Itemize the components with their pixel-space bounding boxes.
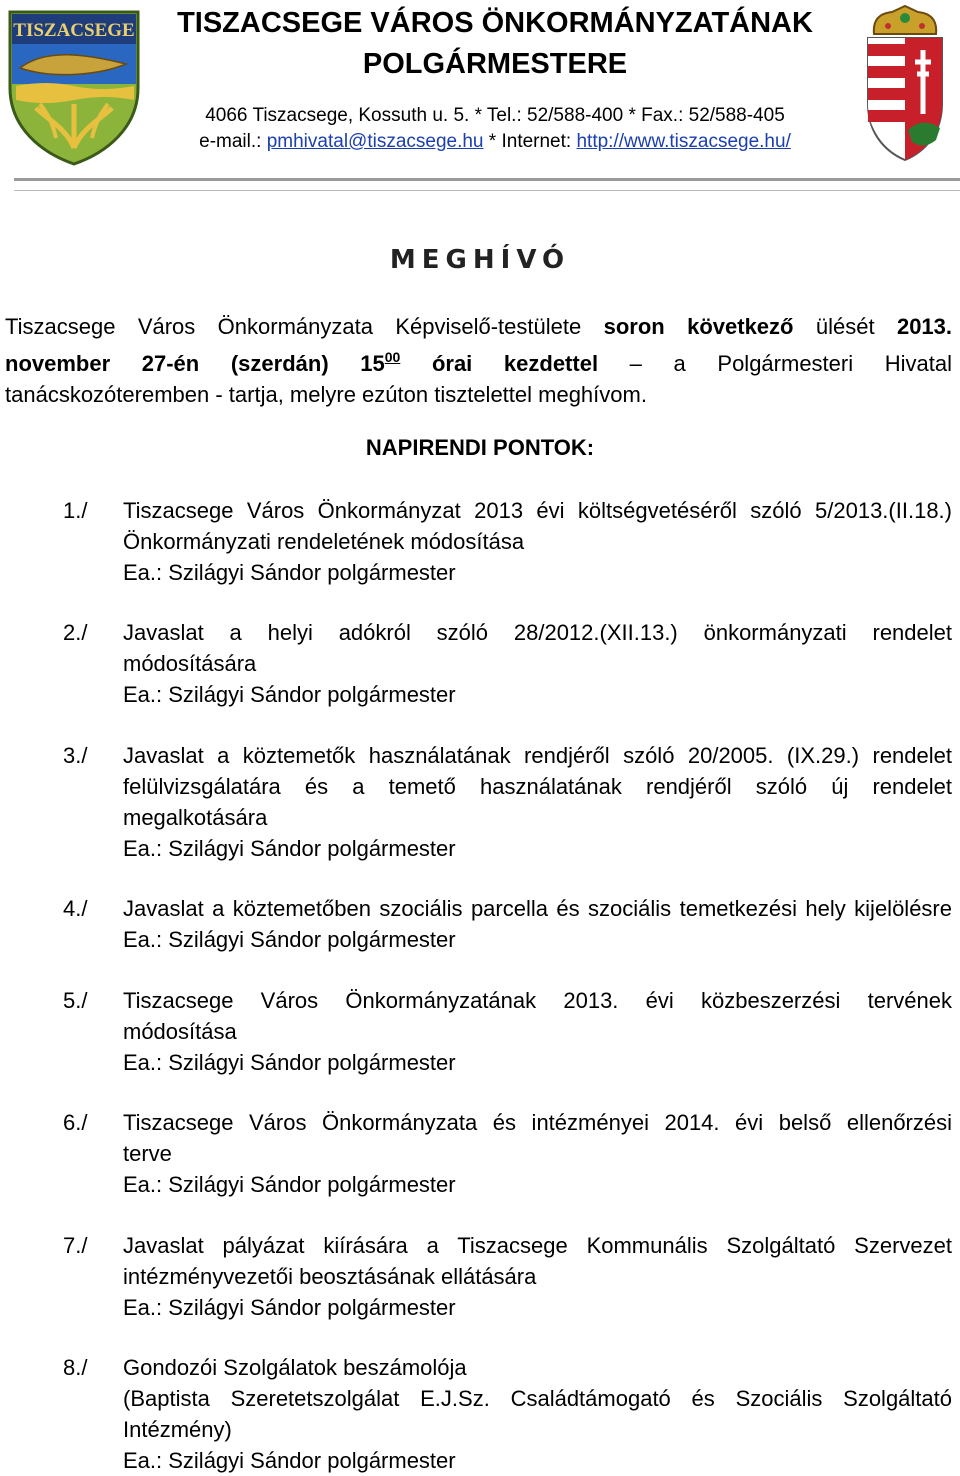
agenda-item [63,1230,952,1323]
header-address: 4066 Tiszacsege, Kossuth u. 5. * Tel.: 52/588-400 * Fax.: 52/588-405 [205,105,785,126]
intro-text: ülését [793,314,897,339]
agenda-item-line: terve [123,1141,172,1166]
website-link[interactable]: http://www.tiszacsege.hu/ [576,131,791,152]
intro-line-3: tanácskozóteremben - tartja, melyre ezúton tisztelettel meghívom. [5,382,647,407]
intro-line-1 [5,311,952,342]
agenda-item-number: 5./ [63,988,88,1013]
document-heading: MEGHÍVÓ [389,245,571,275]
crest-text: TISZACSEGE [13,20,135,41]
hungarian-coat-of-arms-logo [862,4,948,162]
agenda-item-number: 1./ [63,498,88,523]
header-divider-thin [14,190,960,191]
header-contact-line [150,129,840,155]
agenda-item-line: felülvizsgálatára és a temető használatának rendjéről szóló új rendelet [123,774,952,799]
agenda-item [63,740,952,864]
agenda-item-line: Javaslat a helyi adókról szóló 28/2012.(XII.13.) önkormányzati rendelet [123,620,952,645]
intro-time-superscript: 00 [384,349,401,365]
invitation-paragraph [5,311,952,410]
intro-bold: november 27-én (szerdán) 15 [5,351,385,376]
agenda-item [63,985,952,1078]
agenda-item-presenter: Ea.: Szilágyi Sándor polgármester [123,1448,456,1473]
intro-text: – a Polgármesteri Hivatal [598,351,952,376]
intro-bold: soron következő [603,314,794,339]
agenda-item-line: módosítása [123,1019,237,1044]
header-title-line2: POLGÁRMESTERE [362,48,628,80]
agenda-item-presenter: Ea.: Szilágyi Sándor polgármester [123,1172,456,1197]
agenda-item-line: (Baptista Szeretetszolgálat E.J.Sz. Családtámogató és Szociális Szolgáltató [123,1386,952,1411]
intro-text: Tiszacsege Város Önkormányzata Képviselő-testülete [5,314,604,339]
agenda-item-line: Javaslat a köztemetőben szociális parcella és szociális temetkezési hely kijelölésre [123,896,952,921]
agenda-item-presenter: Ea.: Szilágyi Sándor polgármester [123,1295,456,1320]
internet-label: * Internet: [483,131,577,152]
agenda-item-presenter: Ea.: Szilágyi Sándor polgármester [123,836,456,861]
email-label: e-mail.: [199,131,267,152]
agenda-item [63,495,952,588]
agenda-item-number: 8./ [63,1355,88,1380]
header-title-line1: TISZACSEGE VÁROS ÖNKORMÁNYZATÁNAK [177,7,813,39]
agenda-item-line: Javaslat pályázat kiírására a Tiszacsege Kommunális Szolgáltató Szervezet [123,1233,952,1258]
agenda-item-number: 6./ [63,1110,88,1135]
agenda-item-line: Tiszacsege Város Önkormányzata és intézményei 2014. évi belső ellenőrzési [123,1110,952,1135]
agenda-item-line: Önkormányzati rendeletének módosítása [123,529,525,554]
agenda-item-presenter: Ea.: Szilágyi Sándor polgármester [123,927,456,952]
intro-bold: 2013. [896,314,953,339]
agenda-item-line: Javaslat a köztemetők használatának rendjéről szóló 20/2005. (IX.29.) rendelet [123,743,952,768]
agenda-item [63,1352,952,1476]
agenda-item [63,617,952,710]
agenda-item-line: Tiszacsege Város Önkormányzatának 2013. évi közbeszerzési tervének [123,988,952,1013]
agenda-heading: NAPIRENDI PONTOK: [365,435,595,460]
agenda-item-line: Gondozói Szolgálatok beszámolója [123,1355,467,1380]
agenda-item [63,893,952,955]
intro-line-2 [5,342,952,379]
intro-bold: órai kezdettel [400,351,599,376]
agenda-item-line: megalkotására [123,805,268,830]
tiszacsege-crest-logo [6,8,142,166]
agenda-item-line: módosítására [123,651,257,676]
agenda-item-line: Intézmény) [123,1417,232,1442]
agenda-item-line: Tiszacsege Város Önkormányzat 2013 évi költségvetéséről szóló 5/2013.(II.18.) [123,498,952,523]
agenda-item-number: 2./ [63,620,88,645]
agenda-item-line: intézményvezetői beosztásának ellátására [123,1264,537,1289]
header-divider [14,178,960,181]
agenda-item [63,1107,952,1200]
email-link[interactable]: pmhivatal@tiszacsege.hu [266,131,484,152]
agenda-item-presenter: Ea.: Szilágyi Sándor polgármester [123,1050,456,1075]
agenda-item-presenter: Ea.: Szilágyi Sándor polgármester [123,682,456,707]
agenda-item-number: 7./ [63,1233,88,1258]
agenda-item-presenter: Ea.: Szilágyi Sándor polgármester [123,560,456,585]
agenda-item-number: 3./ [63,743,88,768]
agenda-item-number: 4./ [63,896,88,921]
